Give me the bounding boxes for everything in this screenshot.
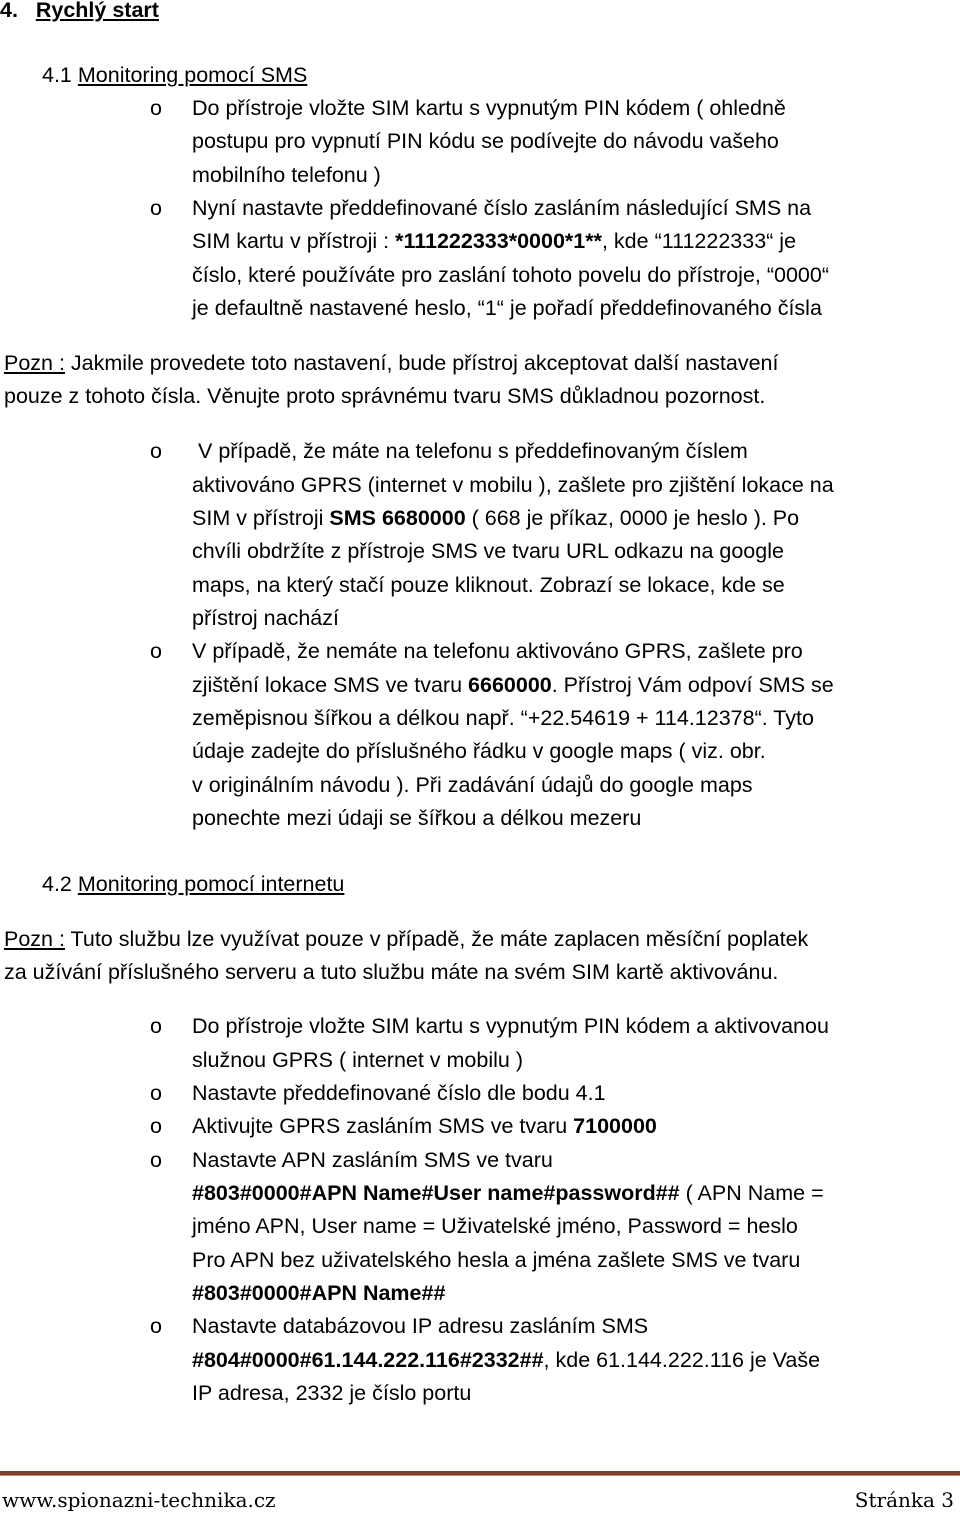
list-item-line: číslo, které používáte pro zaslání tohoto povelu do přístroje, “0000“ — [192, 263, 830, 287]
footer-page-number: Stránka 3 — [854, 1488, 954, 1512]
subsection-heading-4-2 — [42, 868, 344, 901]
bullet-marker: o — [150, 196, 162, 220]
subsection-number: 4.2 — [42, 872, 72, 896]
bullet-marker: o — [150, 96, 162, 120]
list-item-line: Nastavte APN zasláním SMS ve tvaru — [192, 1148, 553, 1172]
list-item-line — [192, 225, 796, 258]
section-heading — [0, 0, 159, 27]
note-line — [4, 347, 778, 380]
sms-code: *111222333*0000*1** — [395, 229, 602, 253]
list-item-line: IP adresa, 2332 je číslo portu — [192, 1381, 472, 1405]
list-item-line: Do přístroje vložte SIM kartu s vypnutým PIN kódem ( ohledně — [192, 96, 786, 120]
note-line: za užívání příslušného serveru a tuto službu máte na svém SIM kartě aktivovánu. — [4, 960, 779, 984]
bullet-marker: o — [150, 1014, 162, 1038]
text-run: Aktivujte GPRS zasláním SMS ve tvaru — [192, 1114, 574, 1138]
subsection-heading-4-1 — [42, 59, 307, 92]
text-run: SIM kartu v přístroji : — [192, 229, 396, 253]
list-item-line: mobilního telefonu ) — [192, 163, 381, 187]
text-run: ( 668 je příkaz, 0000 je heslo ). Po — [465, 506, 800, 530]
subsection-number: 4.1 — [42, 63, 72, 87]
list-item-line: V případě, že nemáte na telefonu aktivováno GPRS, zašlete pro — [192, 639, 803, 663]
text-run: Tuto službu lze využívat pouze v případě, že máte zaplacen měsíční poplatek — [64, 927, 809, 951]
note-line: pouze z tohoto čísla. Věnujte proto správnému tvaru SMS důkladnou pozornost. — [4, 384, 766, 408]
list-item-line: služnou GPRS ( internet v mobilu ) — [192, 1048, 523, 1072]
sms-code: #803#0000#APN Name## — [192, 1281, 446, 1305]
list-item-line: V případě, že máte na telefonu s předdefinovaným číslem — [198, 439, 748, 463]
footer-rule — [0, 1471, 960, 1476]
list-item-line: jméno APN, User name = Uživatelské jméno, Password = heslo — [192, 1214, 798, 1238]
text-run: zjištění lokace SMS ve tvaru — [192, 673, 469, 697]
note-line — [4, 923, 808, 956]
list-item-line: Pro APN bez uživatelského hesla a jména zašlete SMS ve tvaru — [192, 1248, 801, 1272]
sms-code: SMS 6680000 — [329, 506, 466, 530]
section-title: Rychlý start — [35, 0, 159, 22]
bullet-marker: o — [150, 1114, 162, 1138]
list-item-line: Nastavte předdefinované číslo dle bodu 4.1 — [192, 1081, 606, 1105]
bullet-marker: o — [150, 439, 162, 463]
list-item-line: Nyní nastavte předdefinované číslo zasláním následující SMS na — [192, 196, 812, 220]
text-run: Jakmile provedete toto nastavení, bude přístroj akceptovat další nastavení — [64, 351, 779, 375]
list-item-line — [192, 502, 799, 535]
text-run: , kde 61.144.222.116 je Vaše — [543, 1348, 821, 1372]
text-run: SIM v přístroji — [192, 506, 330, 530]
list-item-line — [192, 1110, 657, 1143]
list-item-line: zeměpisnou šířkou a délkou např. “+22.54619 + 114.12378“. Tyto — [192, 706, 814, 730]
list-item-line: je defaultně nastavené heslo, “1“ je pořadí předdefinovaného čísla — [192, 296, 822, 320]
bullet-marker: o — [150, 1314, 162, 1338]
list-item-line — [192, 1177, 824, 1210]
subsection-title: Monitoring pomocí internetu — [77, 872, 345, 896]
note-label: Pozn : — [4, 351, 65, 375]
list-item-line: Do přístroje vložte SIM kartu s vypnutým PIN kódem a aktivovanou — [192, 1014, 829, 1038]
bullet-marker: o — [150, 1148, 162, 1172]
section-number: 4. — [0, 0, 18, 22]
sms-code: #803#0000#APN Name#User name#password## — [192, 1181, 680, 1205]
list-item-line: maps, na který stačí pouze kliknout. Zobrazí se lokace, kde se — [192, 573, 785, 597]
list-item-line: chvíli obdržíte z přístroje SMS ve tvaru URL odkazu na google — [192, 539, 784, 563]
list-item-line: postupu pro vypnutí PIN kódu se podívejte do návodu vašeho — [192, 129, 779, 153]
list-item-line: Nastavte databázovou IP adresu zasláním SMS — [192, 1314, 649, 1338]
bullet-marker: o — [150, 1081, 162, 1105]
text-run: . Přístroj Vám odpoví SMS se — [551, 673, 834, 697]
sms-code: #804#0000#61.144.222.116#2332## — [192, 1348, 544, 1372]
list-item-line — [192, 669, 834, 702]
text-run: , kde “111222333“ je — [601, 229, 797, 253]
text-run: ( APN Name = — [679, 1181, 824, 1205]
list-item-line: ponechte mezi údaji se šířkou a délkou mezeru — [192, 806, 642, 830]
list-item-line: v originálním návodu ). Při zadávání údajů do google maps — [192, 773, 753, 797]
sms-code: 7100000 — [573, 1114, 657, 1138]
note-label: Pozn : — [4, 927, 65, 951]
sms-code: 6660000 — [468, 673, 552, 697]
list-item-line: údaje zadejte do příslušného řádku v google maps ( viz. obr. — [192, 739, 766, 763]
bullet-marker: o — [150, 639, 162, 663]
footer-website: www.spionazni-technika.cz — [2, 1488, 276, 1512]
list-item-line: aktivováno GPRS (internet v mobilu ), zašlete pro zjištění lokace na — [192, 473, 834, 497]
list-item-line — [192, 1344, 820, 1377]
list-item-line: přístroj nachází — [192, 606, 339, 630]
subsection-title: Monitoring pomocí SMS — [77, 63, 308, 87]
